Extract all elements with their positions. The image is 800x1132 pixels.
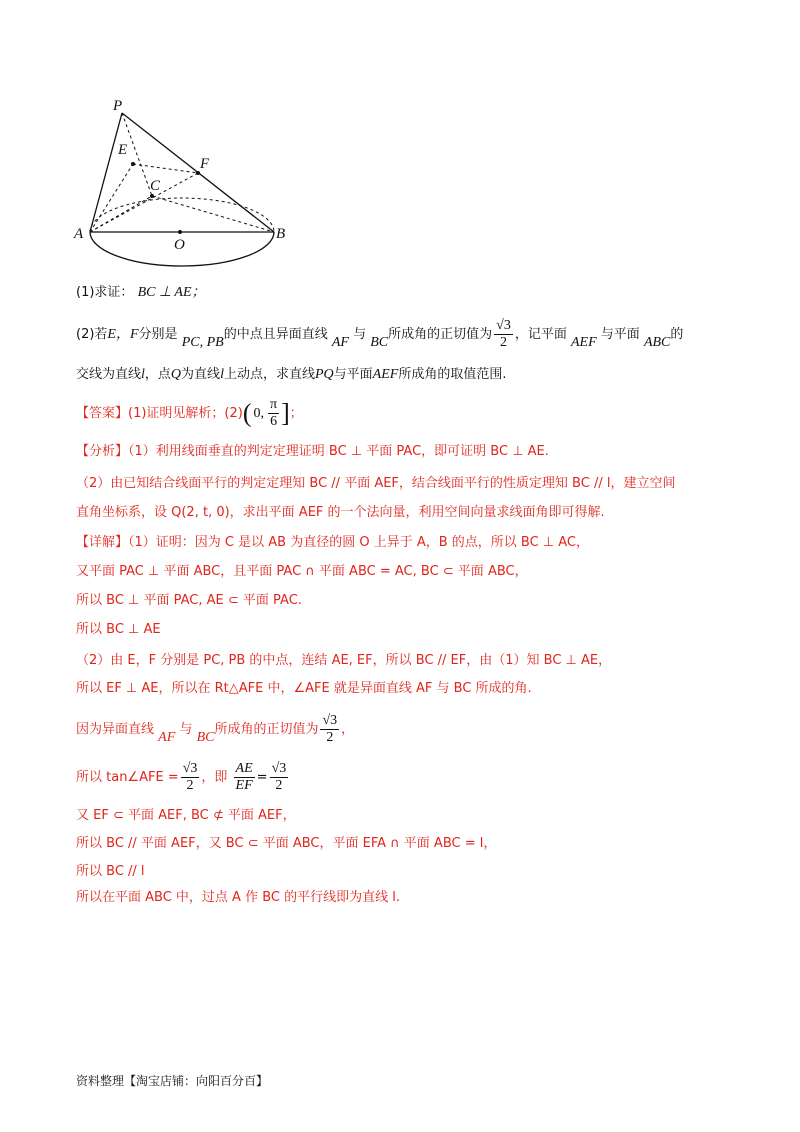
- detail-line-11: [76, 862, 145, 882]
- label-O: O: [174, 237, 185, 253]
- geometry-figure: [70, 96, 290, 276]
- fraction-den: 2: [500, 335, 507, 350]
- q2-text: ，点: [144, 367, 171, 382]
- detail-line-6: [76, 679, 532, 699]
- fraction-sqrt3-over-2: [494, 318, 513, 351]
- label-F: F: [200, 156, 210, 172]
- q2-math: l: [220, 367, 224, 382]
- question-1-prefix: (1)求证：: [76, 285, 134, 300]
- detail-text: 所以 EF ⊥ AE，所以在 Rt△AFE 中，∠AFE 就是异面直线 AF 与 BC 所成的角.: [76, 681, 532, 696]
- fraction-sqrt3-over-2: [181, 761, 200, 794]
- q2-text: 与平面: [600, 327, 640, 342]
- detail-line-12: [76, 888, 400, 908]
- q2-text: 分别是: [138, 327, 178, 342]
- label-B: B: [276, 226, 286, 242]
- label-E: E: [118, 142, 128, 158]
- analysis-line-2: [76, 474, 675, 494]
- q2-math: Q: [170, 367, 182, 382]
- equals-sign: =: [256, 770, 268, 785]
- fraction-sqrt3-over-2: [270, 761, 289, 794]
- detail-line-4: [76, 620, 161, 640]
- detail-text: 所成角的正切值为: [214, 722, 319, 737]
- answer-text: (1)证明见解析；(2): [128, 406, 243, 421]
- interval-left: 0,: [253, 405, 265, 421]
- fraction-num: π: [270, 397, 278, 412]
- edge-AF: [90, 173, 198, 232]
- footer-source: 资料整理【淘宝店铺：向阳百分百】: [76, 1074, 269, 1088]
- edge-AE: [90, 164, 133, 232]
- detail-text: 所以 BC ⊥ AE: [76, 622, 161, 637]
- detail-line-9: [76, 806, 296, 826]
- fraction-num: √3: [271, 761, 287, 776]
- answer-interval-left: [254, 406, 265, 422]
- detail-line-7: [76, 712, 354, 748]
- fraction-den: 6: [270, 414, 278, 429]
- detail-line-3: [76, 591, 302, 611]
- q2-math: AEF: [372, 367, 399, 382]
- q2-text: 与: [353, 327, 367, 342]
- base-ellipse-back: [90, 198, 274, 232]
- label-A: A: [74, 226, 84, 242]
- detail-text: 所以在平面 ABC 中，过点 A 作 BC 的平行线即为直线 l.: [76, 890, 400, 905]
- detail-text: 又 EF ⊂ 平面 AEF, BC ⊄ 平面 AEF，: [76, 808, 296, 823]
- q2-text: 上动点，求直线: [223, 367, 315, 382]
- question-1-expr: BC ⊥ AE；: [137, 285, 206, 300]
- detail-text: ，即: [201, 770, 228, 785]
- detail-line-2: [76, 562, 528, 582]
- q2-math: BC: [370, 335, 389, 350]
- detail-text: 所以 tan∠AFE =: [76, 770, 179, 785]
- analysis-text: （2）由已知结合线面平行的判定定理知 BC // 平面 AEF，结合线面平行的性质定理知 BC // l，建立空间: [76, 476, 676, 491]
- detail-text: 所以 BC // l: [76, 864, 145, 879]
- fraction-num: AE: [235, 761, 253, 776]
- fraction-sqrt3-over-2: [320, 713, 339, 746]
- label-P: P: [113, 98, 123, 114]
- detail-line-5: [76, 651, 611, 671]
- fraction-den: 2: [186, 778, 194, 793]
- label-C: C: [150, 178, 161, 194]
- q2-math: PQ: [314, 367, 334, 382]
- fraction-num: √3: [496, 318, 511, 333]
- detail-text: ，: [341, 722, 355, 737]
- analysis-line-1: [76, 442, 549, 462]
- analysis-text: 直角坐标系，设 Q(2, t, 0)，求出平面 AEF 的一个法向量，利用空间向量求线面角即可得解.: [76, 505, 605, 520]
- detail-math: AF: [158, 730, 176, 745]
- detail-line-1: [76, 533, 589, 553]
- q2-text: 为直线: [181, 367, 221, 382]
- question-2-line-1: [76, 318, 683, 351]
- fraction-num: √3: [322, 713, 338, 728]
- analysis-line-3: [76, 503, 605, 523]
- point-O: [178, 230, 182, 234]
- detail-text: 与: [179, 722, 193, 737]
- q2-text: 所成角的正切值为: [388, 327, 493, 342]
- analysis-tag: 【分析】: [76, 444, 129, 459]
- fraction-den: 2: [275, 778, 283, 793]
- detail-text: 又平面 PAC ⊥ 平面 ABC，且平面 PAC ∩ 平面 ABC = AC, BC ⊂ 平面 ABC，: [76, 564, 528, 579]
- answer-tag: 【答案】: [76, 406, 129, 421]
- fraction-den: 2: [326, 730, 334, 745]
- detail-text: 所以 BC ⊥ 平面 PAC, AE ⊂ 平面 PAC.: [76, 593, 302, 608]
- q2-text: 的中点且异面直线: [223, 327, 328, 342]
- detail-line-8: [76, 760, 290, 796]
- q2-math: E，F: [107, 327, 139, 342]
- q2-text: 的: [670, 327, 684, 342]
- fraction-num: √3: [182, 761, 198, 776]
- answer-end: ；: [289, 406, 303, 421]
- q2-math: ABC: [643, 335, 671, 350]
- detail-text: 因为异面直线: [76, 722, 155, 737]
- q2-math: AF: [331, 335, 349, 350]
- q2-text: 与平面: [333, 367, 373, 382]
- q2-math: l: [141, 367, 145, 382]
- q2-text: (2)若: [76, 327, 108, 342]
- detail-text: 所以 BC // 平面 AEF，又 BC ⊂ 平面 ABC，平面 EFA ∩ 平面 ABC = l，: [76, 836, 497, 851]
- detail-text: （1）证明：因为 C 是以 AB 为直径的圆 O 上异于 A，B 的点，所以 BC ⊥ AC，: [128, 535, 590, 550]
- answer-pi-over-6: [268, 397, 279, 430]
- edge-BC: [152, 196, 274, 232]
- q2-math: PC, PB: [181, 335, 224, 350]
- edge-PA: [90, 113, 122, 232]
- detail-line-10: [76, 834, 496, 854]
- fraction-den: EF: [235, 778, 253, 793]
- edge-AC: [90, 196, 152, 232]
- point-E: [131, 162, 135, 166]
- question-2-line-2: [76, 365, 506, 385]
- q2-text: 所成角的取值范围.: [398, 367, 507, 382]
- q2-text: 交线为直线: [76, 367, 142, 382]
- q2-math: AEF: [571, 335, 597, 350]
- question-1: [76, 283, 206, 303]
- q2-text: ，记平面: [514, 327, 567, 342]
- point-C: [150, 194, 154, 198]
- detail-math: BC: [196, 730, 215, 745]
- analysis-text: （1）利用线面垂直的判定定理证明 BC ⊥ 平面 PAC，即可证明 BC ⊥ AE.: [128, 444, 549, 459]
- detail-tag: 【详解】: [76, 535, 129, 550]
- detail-text: （2）由 E，F 分别是 PC, PB 的中点，连结 AE, EF，所以 BC // EF，由（1）知 BC ⊥ AE，: [76, 653, 612, 668]
- fraction-ae-over-ef: [234, 761, 255, 794]
- answer-line: 【答案】(1)证明见解析；(2)( 0, $\frac{\pi}{6}$ ]；: [76, 397, 303, 429]
